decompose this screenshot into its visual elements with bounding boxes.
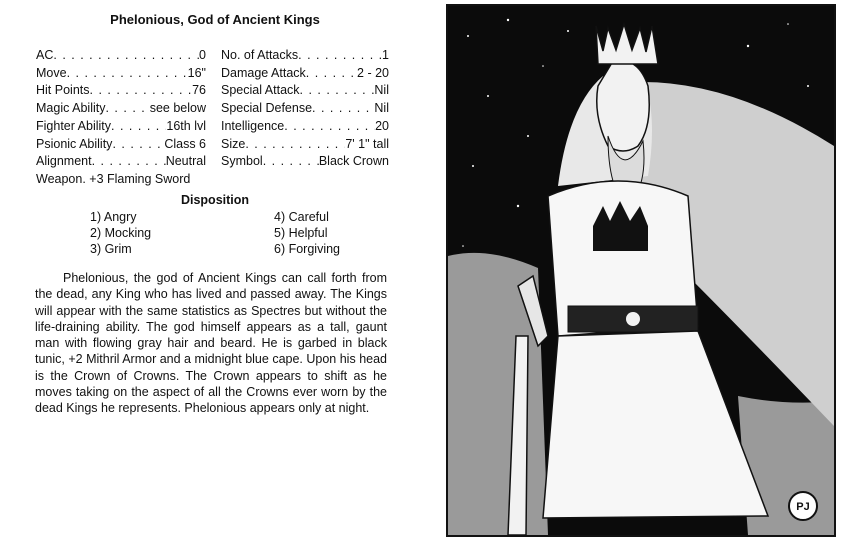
leader-dots bbox=[284, 118, 375, 136]
stat-value: 0 bbox=[199, 48, 206, 62]
stat-magic-ability bbox=[36, 100, 206, 118]
stat-alignment bbox=[36, 153, 206, 171]
stat-move bbox=[36, 65, 206, 83]
leader-dots bbox=[92, 153, 166, 171]
stat-value: see below bbox=[149, 101, 206, 116]
artist-signature-text: PJ bbox=[796, 501, 810, 513]
stat-label: Symbol bbox=[221, 154, 263, 169]
stat-weapon: Weapon. +3 Flaming Sword bbox=[36, 171, 191, 186]
stat-label: Magic Ability bbox=[36, 101, 106, 116]
stat-value: 2 - 20 bbox=[357, 65, 389, 80]
stat-label: Alignment bbox=[36, 154, 92, 169]
illustration-art bbox=[448, 6, 834, 535]
skull-buckle-icon bbox=[626, 312, 640, 326]
stat-symbol bbox=[221, 153, 389, 171]
stat-value: 16" bbox=[187, 65, 206, 80]
disposition-list-left bbox=[90, 209, 240, 257]
leader-dots bbox=[111, 118, 166, 136]
leader-dots bbox=[112, 136, 164, 154]
leader-dots bbox=[53, 47, 199, 65]
stat-size bbox=[221, 136, 389, 154]
stats-right bbox=[221, 47, 389, 171]
stat-value: Nil bbox=[374, 101, 389, 116]
stat-label: Special Attack bbox=[221, 83, 300, 98]
leader-dots bbox=[306, 65, 357, 83]
stat-special-defense bbox=[221, 100, 389, 118]
stat-intelligence bbox=[221, 118, 389, 136]
disposition-item: 2) Mocking bbox=[90, 226, 152, 240]
disposition-heading: Disposition bbox=[180, 193, 250, 207]
stat-value: 7' 1" tall bbox=[345, 136, 389, 151]
stat-value: Nil bbox=[374, 83, 389, 98]
disposition-list-right bbox=[274, 209, 414, 257]
description-paragraph: Phelonious, the god of Ancient Kings can call forth from the dead, any King who has lived and passed away. The Kings will appear with the same statistics as Spectres but without the life-draining ability. The god himself appears as a tall, gaunt man with flowing gray hair and beard. He is garbed in black tunic, +2 Mithril Armor and a midnight blue cape. Upon his head is the Crown of Crowns. The Crown appears to shift as he moves taking on the aspect of all the Crowns ever worn by the dead Kings he represents. Phelonious appears only at night. bbox=[35, 271, 387, 416]
stat-special-attack bbox=[221, 82, 389, 100]
leader-dots bbox=[312, 100, 374, 118]
disposition-item: 4) Careful bbox=[274, 210, 329, 224]
stat-fighter-ability bbox=[36, 118, 206, 136]
stat-damage bbox=[221, 65, 389, 83]
disposition-item: 3) Grim bbox=[90, 242, 132, 256]
stat-label: Size bbox=[221, 136, 246, 151]
god-illustration bbox=[446, 4, 836, 537]
stat-label: Fighter Ability bbox=[36, 118, 112, 133]
stats-left bbox=[36, 47, 206, 189]
leader-dots bbox=[67, 65, 188, 83]
page-title: Phelonious, God of Ancient Kings bbox=[110, 12, 320, 27]
stat-label: Hit Points bbox=[36, 83, 90, 98]
stat-label: No. of Attacks bbox=[221, 48, 299, 62]
stat-value: Class 6 bbox=[164, 136, 206, 151]
stat-hit-points bbox=[36, 82, 206, 100]
stat-value: 20 bbox=[375, 118, 389, 133]
stat-value: Neutral bbox=[165, 154, 206, 169]
stat-label: Damage Attack bbox=[221, 65, 306, 80]
leader-dots bbox=[245, 136, 345, 154]
stat-label: AC bbox=[36, 48, 54, 62]
stat-label: Psionic Ability bbox=[36, 136, 113, 151]
stat-value: 1 bbox=[382, 48, 389, 62]
leader-dots bbox=[298, 47, 382, 65]
stat-label: Special Defense bbox=[221, 101, 313, 116]
stat-ac bbox=[36, 47, 206, 65]
leader-dots bbox=[105, 100, 149, 118]
face bbox=[597, 60, 650, 151]
disposition-item: 6) Forgiving bbox=[274, 242, 340, 256]
stat-attacks bbox=[221, 47, 389, 65]
stat-value: Black Crown bbox=[318, 154, 389, 169]
stat-psionic-ability bbox=[36, 136, 206, 154]
disposition-item: 1) Angry bbox=[90, 210, 137, 224]
leader-dots bbox=[300, 82, 375, 100]
disposition-item: 5) Helpful bbox=[274, 226, 328, 240]
stat-value: 76 bbox=[192, 83, 206, 98]
leader-dots bbox=[90, 82, 193, 100]
stat-label: Move bbox=[36, 65, 67, 80]
stat-label: Intelligence bbox=[221, 118, 285, 133]
stat-value: 16th lvl bbox=[166, 118, 206, 133]
leader-dots bbox=[263, 153, 319, 171]
